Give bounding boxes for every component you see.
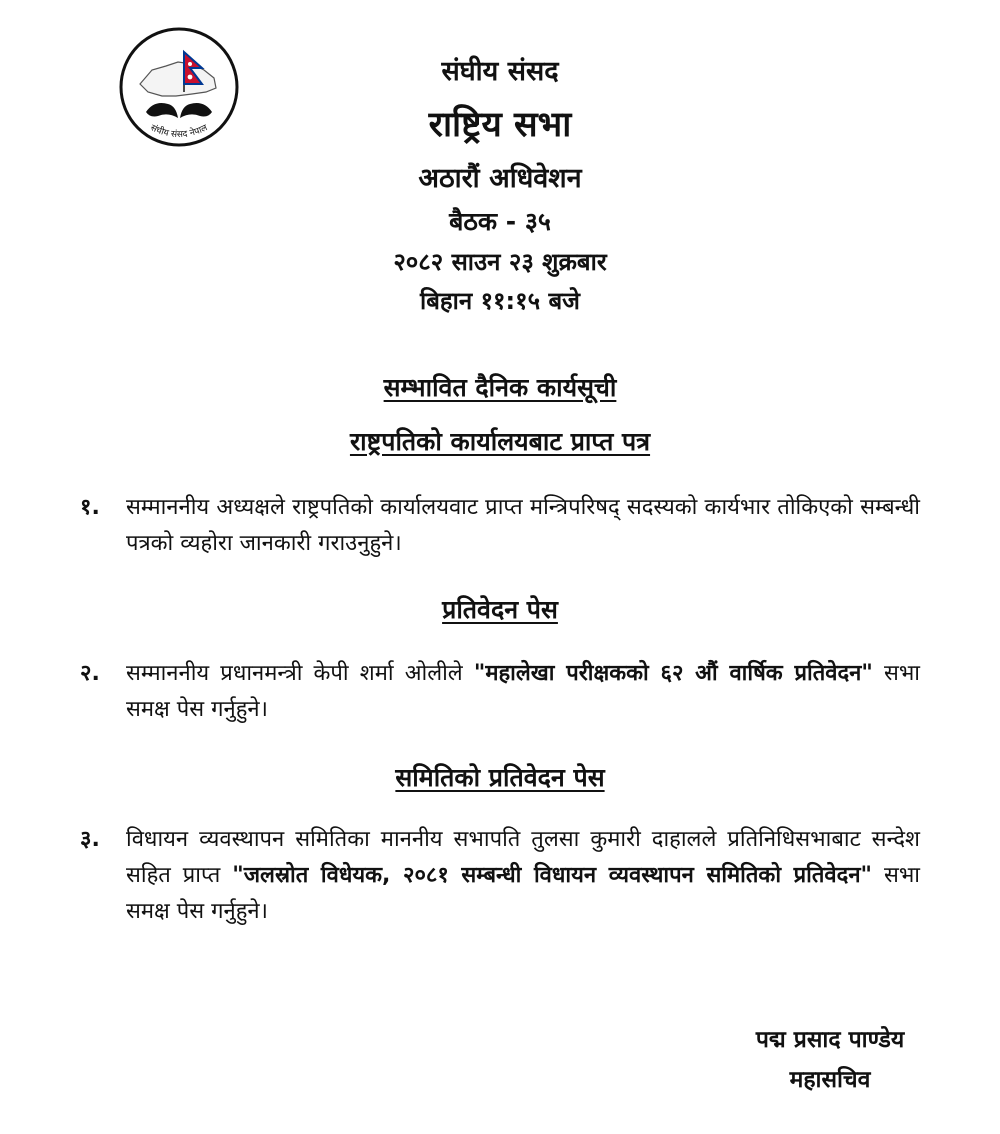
agenda-item-2: [80, 656, 920, 728]
item-number: २.: [80, 661, 100, 686]
item-text-lead: विधायन व्यवस्थापन समितिका माननीय सभापति तुलसा कुमारी दाहालले प्रतिनिधिसभाबाट सन्देश सहित प्राप्त: [126, 827, 920, 888]
section-heading-president-letter: राष्ट्रपतिको कार्यालयबाट प्राप्त पत्र: [349, 427, 651, 456]
parliament-logo: [118, 26, 240, 148]
item-text-lead: सम्माननीय प्रधानमन्त्री केपी शर्मा ओलीले: [126, 661, 474, 686]
agenda-title: सम्भावित दैनिक कार्यसूची: [383, 373, 617, 402]
item-text-tail: सभा समक्ष पेस गर्नुहुने।: [126, 661, 920, 722]
item-number: १.: [80, 495, 100, 520]
section-heading-report-submission: प्रतिवेदन पेस: [442, 595, 558, 624]
logo-emblem-text: संघीय संसद नेपाल: [148, 123, 210, 141]
agenda-item-1: [80, 490, 920, 562]
signatory-title: महासचिव: [789, 1067, 871, 1093]
parliament-emblem-icon: [118, 26, 240, 148]
header-national-assembly: राष्ट्रिय सभा: [428, 105, 572, 145]
item-report-title: "महालेखा परीक्षकको ६२ औं वार्षिक प्रतिवेदन": [473, 661, 873, 686]
header-date: २०८२ साउन २३ शुक्रबार: [393, 248, 607, 276]
section-heading-committee-report: समितिको प्रतिवेदन पेस: [395, 763, 605, 792]
item-number: ३.: [80, 827, 100, 852]
item-text-tail: सभा समक्ष पेस गर्नुहुने।: [126, 863, 921, 924]
header-parliament: संघीय संसद: [441, 56, 559, 87]
item-text: सम्माननीय अध्यक्षले राष्ट्रपतिको कार्यालयवाट प्राप्त मन्त्रिपरिषद् सदस्यको कार्यभार तोकिएको सम्बन्धी पत्रको व्यहोरा जानकारी गराउनुहुने।: [126, 495, 920, 556]
document-header: [300, 50, 700, 320]
signature-block: [700, 1020, 960, 1100]
header-meeting-number: बैठक - ३५: [449, 207, 551, 236]
signatory-name: पद्म प्रसाद पाण्डेय: [755, 1027, 905, 1053]
item-text: [126, 822, 920, 930]
header-time: बिहान ११:१५ बजे: [420, 287, 580, 315]
header-session: अठारौं अधिवेशन: [418, 163, 582, 194]
item-text: [126, 656, 920, 728]
item-report-title: "जलस्रोत विधेयक, २०८१ सम्बन्धी विधायन व्यवस्थापन समितिको प्रतिवेदन": [232, 863, 872, 888]
agenda-item-3: [80, 822, 920, 930]
